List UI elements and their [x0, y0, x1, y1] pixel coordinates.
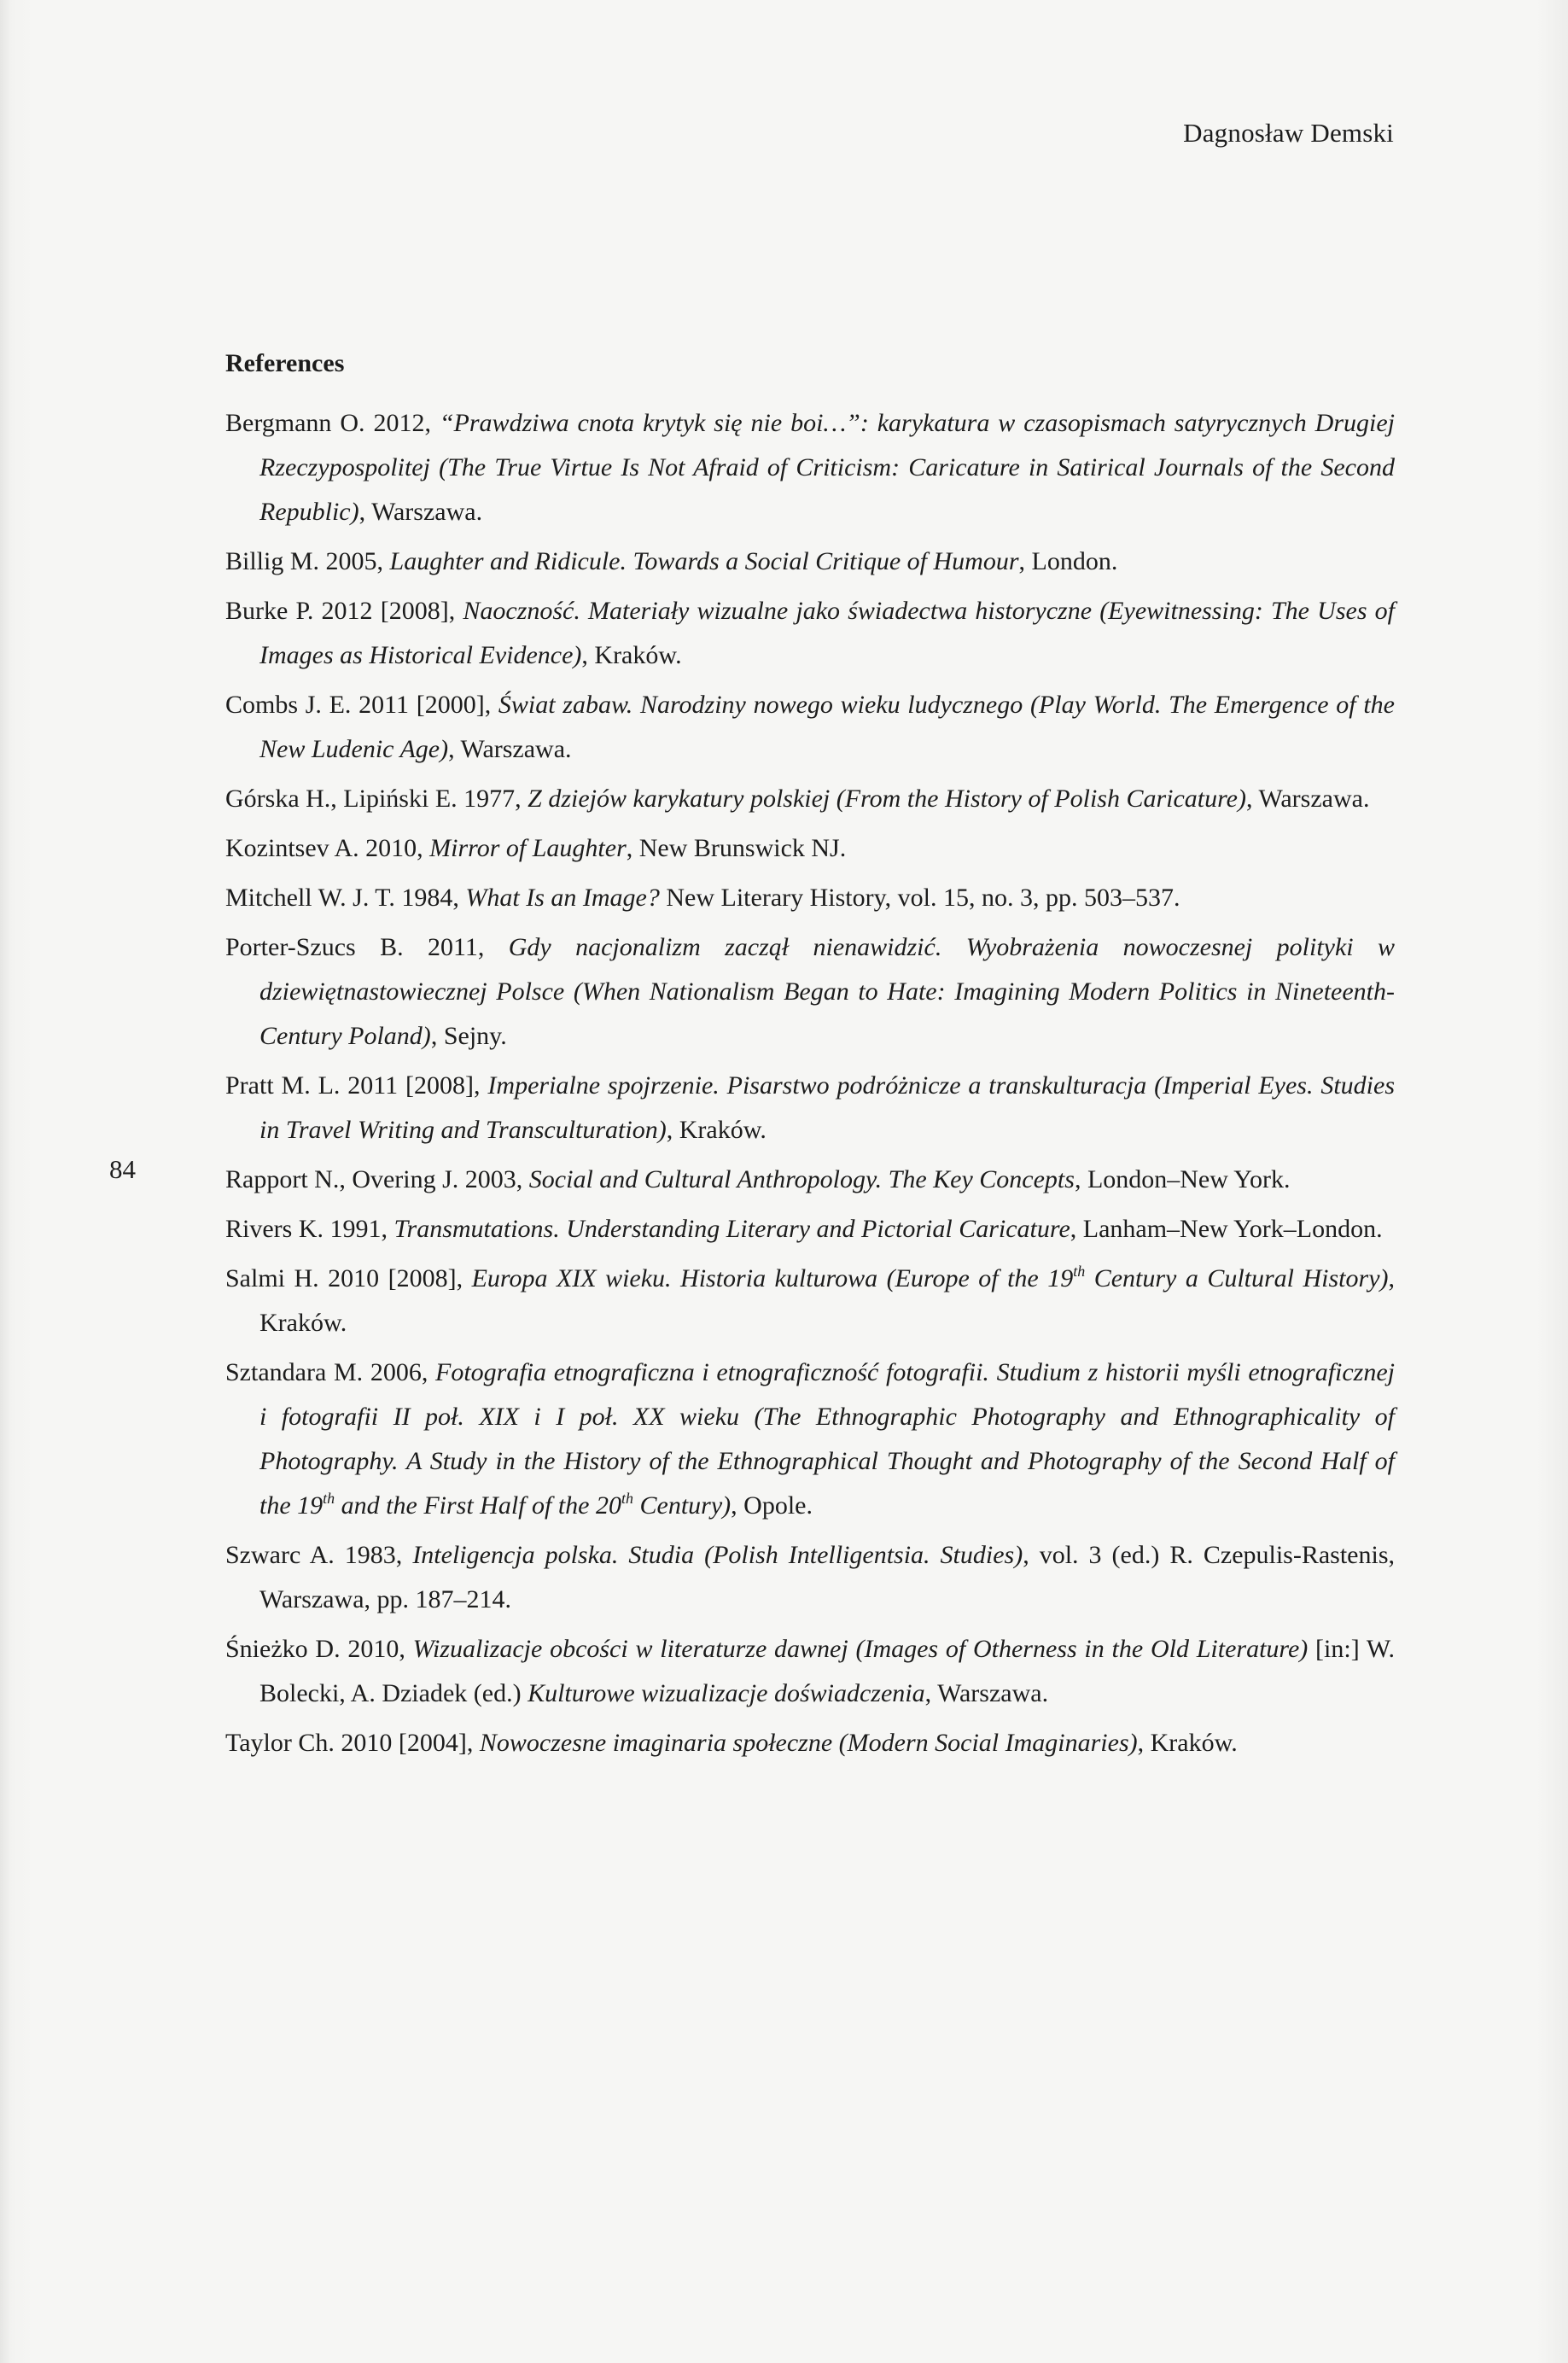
reference-title: Świat zabaw. Narodziny nowego wieku ludycznego (Play World. The Emergence of the New Ludenic Age): [259, 691, 1395, 763]
reference-publisher: , London.: [1018, 547, 1118, 575]
reference-item: [225, 925, 1395, 1059]
reference-author: Salmi H. 2010 [2008],: [225, 1264, 472, 1292]
reference-book-title: Kulturowe wizualizacje doświadczenia: [528, 1679, 925, 1707]
reference-item: [225, 540, 1395, 584]
reference-item: [225, 777, 1395, 821]
reference-author: Combs J. E. 2011 [2000],: [225, 691, 498, 719]
reference-title-part: Fotografia etnograficzna i etnograficzność fotografii. Studium z historii myśli etnograficznej i fotografii II poł. XIX i I poł. XX wieku (The Ethnographic Photography and Ethnographicality of Photography. A Study in the History of the Ethnographical Thought and Photography of the Second Half of the 19: [259, 1358, 1396, 1520]
reference-author: Górska H., Lipiński E. 1977,: [225, 785, 528, 813]
page-number: 84: [109, 1154, 136, 1184]
reference-title: What Is an Image?: [465, 884, 660, 912]
superscript: th: [621, 1490, 634, 1507]
reference-publisher: , New Brunswick NJ.: [626, 834, 847, 862]
reference-author: Porter-Szucs B. 2011,: [225, 933, 509, 961]
reference-publisher: , Kraków.: [666, 1116, 767, 1144]
reference-item: [225, 1158, 1395, 1202]
reference-item: [225, 826, 1395, 871]
reference-item: [225, 401, 1395, 534]
reference-author: Szwarc A. 1983,: [225, 1541, 413, 1569]
reference-author: Rapport N., Overing J. 2003,: [225, 1165, 529, 1193]
reference-publisher: , London–New York.: [1074, 1165, 1291, 1193]
reference-editor: [in:] W. Bolecki, A. Dziadek (ed.): [259, 1635, 1395, 1707]
reference-item: [225, 683, 1395, 772]
reference-item: [225, 1351, 1395, 1528]
reference-title: Gdy nacjonalizm zaczął nienawidzić. Wyobrażenia nowoczesnej polityki w dziewiętnastowiecznej Polsce (When Nationalism Began to Hate: Imagining Modern Politics in Nineteenth-Century Poland): [259, 933, 1396, 1050]
reference-author: Burke P. 2012 [2008],: [225, 597, 463, 625]
reference-title: Nowoczesne imaginaria społeczne (Modern Social Imaginaries): [479, 1729, 1138, 1757]
reference-title: Inteligencja polska. Studia (Polish Intelligentsia. Studies): [412, 1541, 1023, 1569]
reference-publisher: New Literary History, vol. 15, no. 3, pp. 503–537.: [659, 884, 1180, 912]
reference-title: Naoczność. Materiały wizualne jako świadectwa historyczne (Eyewitnessing: The Uses of Images as Historical Evidence): [259, 597, 1396, 669]
reference-author: Taylor Ch. 2010 [2004],: [225, 1729, 480, 1757]
reference-publisher: , Kraków.: [581, 641, 682, 669]
reference-title: [472, 1264, 1389, 1292]
superscript: th: [323, 1490, 335, 1507]
reference-author: Kozintsev A. 2010,: [225, 834, 430, 862]
reference-title: “Prawdziwa cnota krytyk się nie boi…”: karykatura w czasopismach satyrycznych Drugiej Rzeczypospolitej (The True Virtue Is Not Afraid of Criticism: Caricature in Satirical Journals of the Second Republic): [259, 409, 1395, 526]
reference-title-part: Century): [633, 1491, 732, 1520]
reference-publisher: , Kraków.: [1137, 1729, 1238, 1757]
reference-title: Z dziejów karykatury polskiej (From the History of Polish Caricature): [528, 785, 1246, 813]
reference-title: Social and Cultural Anthropology. The Key Concepts: [528, 1165, 1075, 1193]
reference-item: [225, 1627, 1395, 1716]
reference-item: [225, 1257, 1395, 1345]
reference-item: [225, 589, 1395, 678]
reference-author: Bergmann O. 2012,: [225, 409, 440, 437]
reference-item: [225, 876, 1395, 920]
reference-author: Śnieżko D. 2010,: [225, 1635, 413, 1663]
reference-title: Imperialne spojrzenie. Pisarstwo podróżnicze a transkulturacja (Imperial Eyes. Studies in Travel Writing and Transculturation): [259, 1071, 1395, 1144]
reference-author: Pratt M. L. 2011 [2008],: [225, 1071, 488, 1100]
reference-author: Billig M. 2005,: [225, 547, 390, 575]
reference-title: Mirror of Laughter: [429, 834, 627, 862]
reference-publisher: , Warszawa.: [358, 498, 483, 526]
references-section: [225, 345, 1395, 1771]
reference-publisher: , Sejny.: [430, 1022, 507, 1050]
reference-title: Transmutations. Understanding Literary and Pictorial Caricature: [393, 1215, 1070, 1243]
reference-publisher: , vol. 3 (ed.) R. Czepulis-Rastenis, Warszawa, pp. 187–214.: [259, 1541, 1396, 1613]
reference-author: Sztandara M. 2006,: [225, 1358, 436, 1386]
section-title: References: [225, 349, 345, 377]
reference-title-part: and the First Half of the 20: [335, 1491, 621, 1520]
reference-publisher: , Warszawa.: [924, 1679, 1049, 1707]
reference-title-part: Europa XIX wieku. Historia kulturowa (Europe of the 19: [471, 1264, 1074, 1292]
reference-publisher: , Lanham–New York–London.: [1070, 1215, 1383, 1243]
reference-list: [225, 401, 1395, 1765]
running-header: Dagnosław Demski: [1183, 118, 1394, 148]
reference-publisher: , Warszawa.: [1246, 785, 1370, 813]
reference-publisher: , Opole.: [731, 1491, 813, 1520]
reference-item: [225, 1064, 1395, 1152]
reference-title: Laughter and Ridicule. Towards a Social Critique of Humour: [389, 547, 1019, 575]
reference-item: [225, 1207, 1395, 1252]
reference-title: Wizualizacje obcości w literaturze dawnej (Images of Otherness in the Old Literature): [412, 1635, 1309, 1663]
reference-item: [225, 1533, 1395, 1622]
superscript: th: [1073, 1263, 1086, 1280]
reference-publisher: , Warszawa.: [448, 735, 572, 763]
reference-author: Mitchell W. J. T. 1984,: [225, 884, 466, 912]
reference-item: [225, 1721, 1395, 1765]
reference-title-part: Century a Cultural History): [1085, 1264, 1389, 1292]
reference-publisher: , Kraków.: [259, 1264, 1395, 1337]
reference-author: Rivers K. 1991,: [225, 1215, 394, 1243]
